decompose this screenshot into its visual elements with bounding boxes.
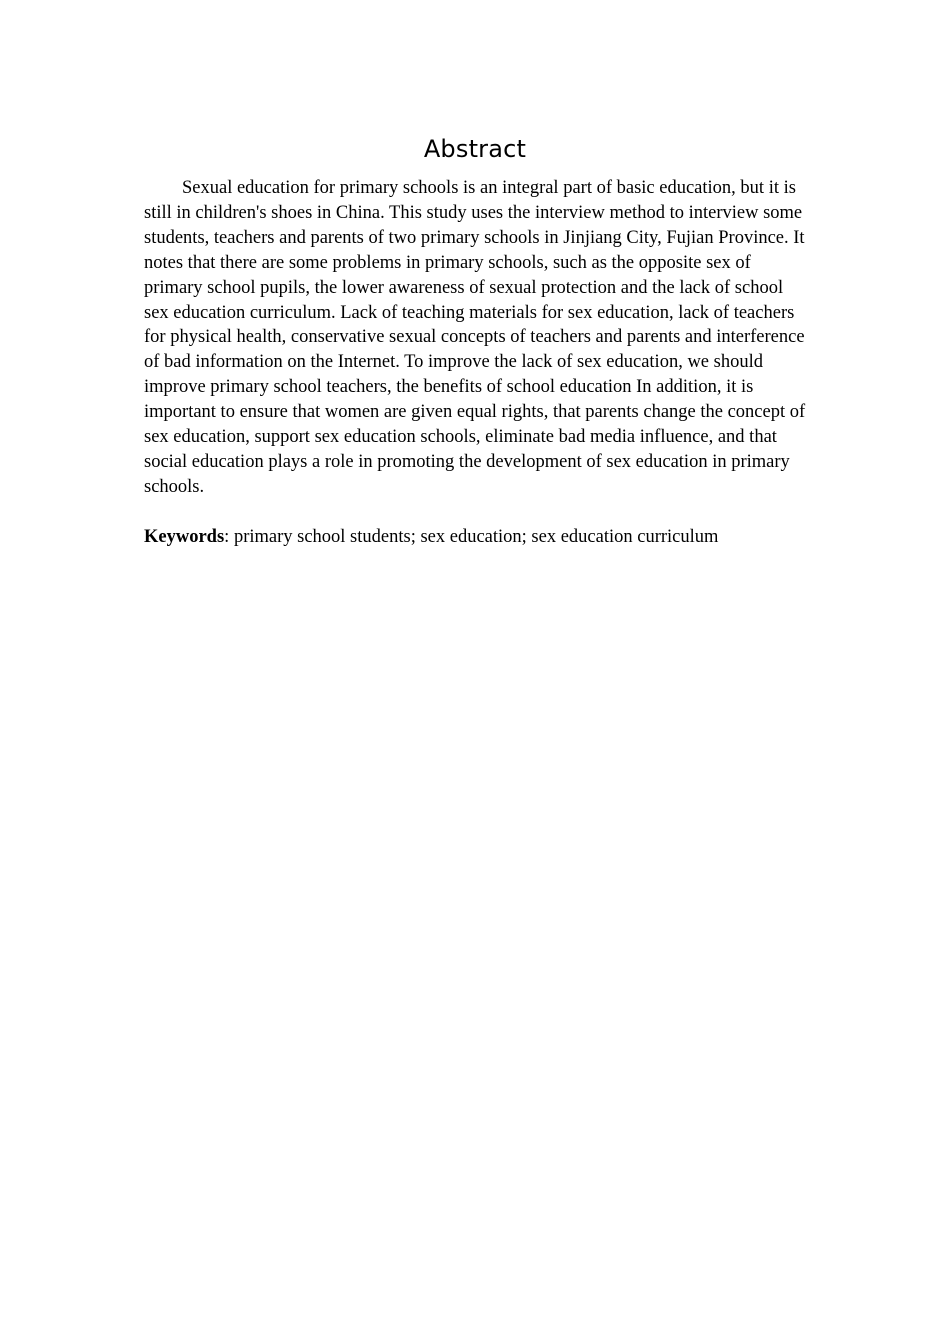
document-page (144, 132, 806, 550)
keywords-label: Keywords (144, 526, 225, 547)
keywords-line (144, 525, 806, 550)
keywords-separator: : (224, 526, 234, 547)
abstract-body: Sexual education for primary schools is an integral part of basic education, but it is still in children's shoes in China. This study uses the interview method to interview some students, teachers and parents of two primary schools in Jinjiang City, Fujian Province. It notes that there are some problems in primary schools, such as the opposite sex of primary school pupils, the lower awareness of sexual protection and the lack of school sex education curriculum. Lack of teaching materials for sex education, lack of teachers for physical health, conservative sexual concepts of teachers and parents and interference of bad information on the Internet. To improve the lack of sex education, we should improve primary school teachers, the benefits of school education In addition, it is important to ensure that women are given equal rights, that parents change the concept of sex education, support sex education schools, eliminate bad media influence, and that social education plays a role in promoting the development of sex education in primary schools. (144, 178, 806, 497)
keywords-text: primary school students; sex education; sex education curriculum (233, 526, 719, 547)
abstract-title: Abstract (423, 135, 527, 163)
